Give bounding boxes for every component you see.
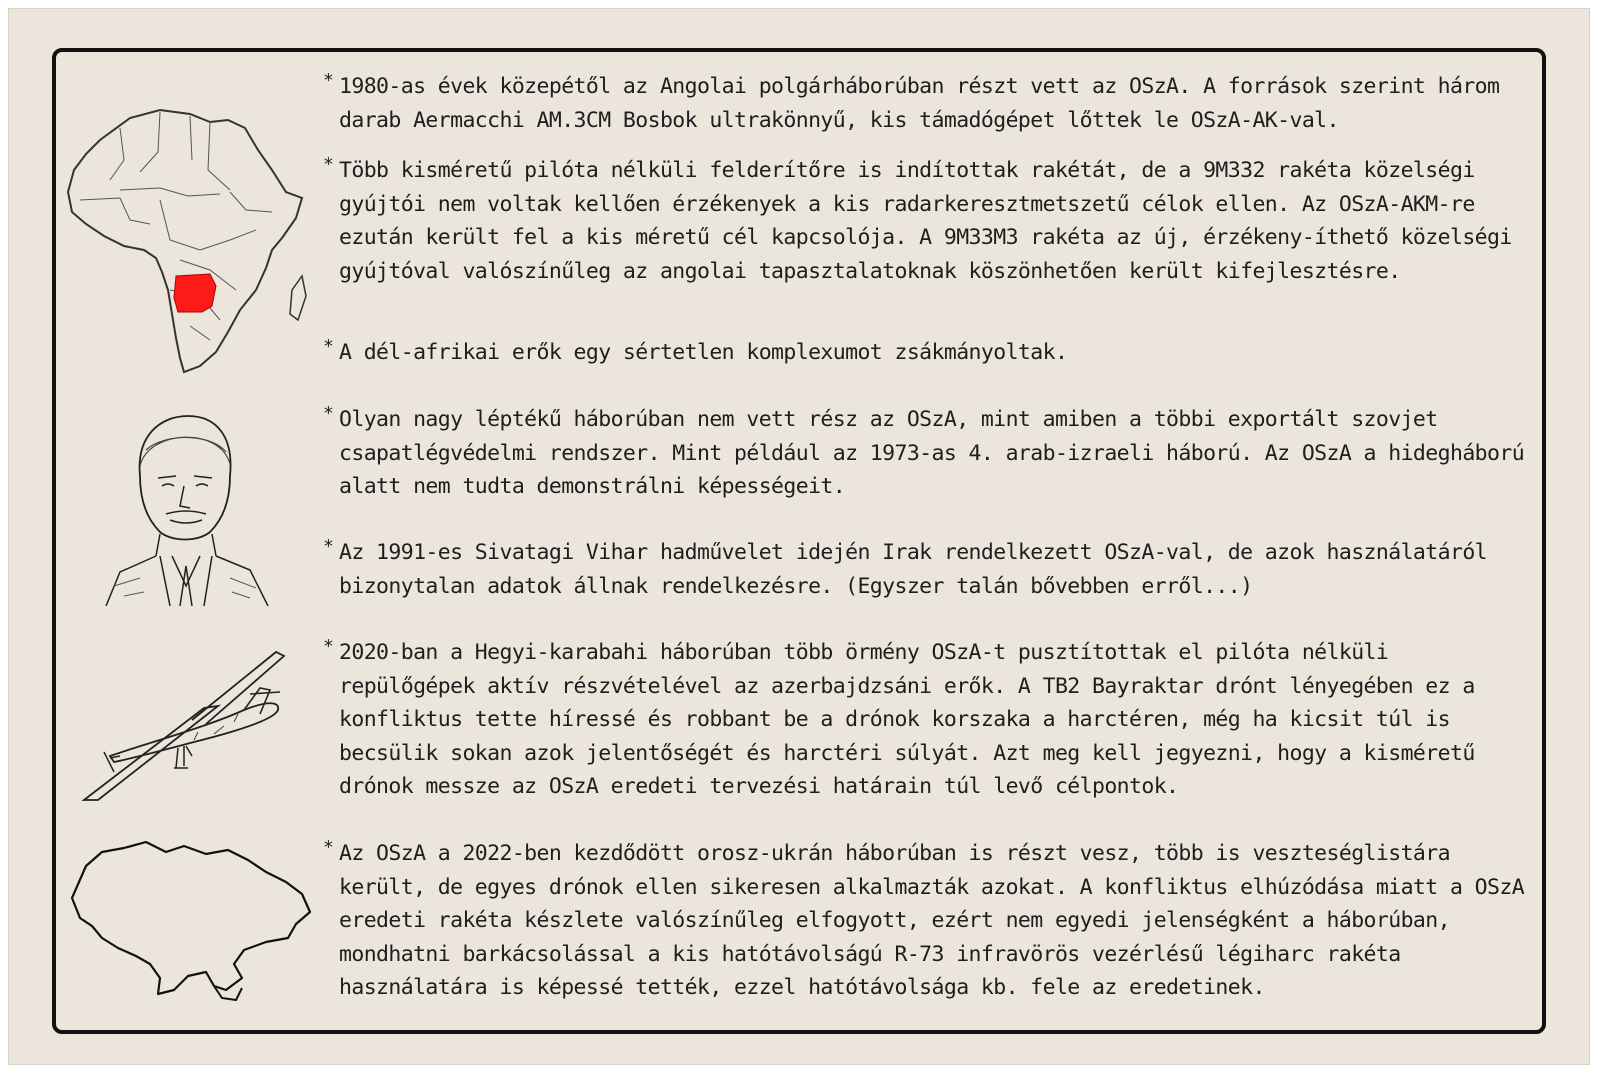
- bullet-asterisk: *: [323, 403, 334, 424]
- list-item: [323, 636, 1533, 804]
- bullet-asterisk: *: [323, 636, 334, 657]
- entry-text: 1980-as évek közepétől az Angolai polgárháborúban részt vett az OSzA. A források szerint három darab Aermacchi AM.3CM Bosbok ultrakönnyű, kis támadógépet lőttek le OSzA-AK-val.: [339, 74, 1500, 133]
- entry-text: A dél-afrikai erők egy sértetlen komplexumot zsákmányoltak.: [339, 340, 1068, 365]
- bullet-asterisk: *: [323, 536, 334, 557]
- entry-text: 2020-ban a Hegyi-karabahi háborúban több örmény OSzA-t pusztítottak el pilóta nélküli repülőgépek aktív részvételével az azerbajdzsáni erők. A TB2 Bayraktar drónt lényegében ez a konfliktus tette híressé és robbant be a drónok korszaka a harctéren, még ha kicsit túl is becsülik sokan azok jelentőségét és harctéri súlyát. Azt meg kell jegyezni, hogy a kisméretű drónok messze az OSzA eredeti tervezési határain túl levő célpontok.: [339, 640, 1475, 799]
- ukraine-map-icon: [66, 838, 316, 1008]
- entry-text: Olyan nagy léptékű háborúban nem vett rész az OSzA, mint amiben a többi exportált szovjet csapatlégvédelmi rendszer. Mint például az 1973-as 4. arab-izraeli háború. Az OSzA a hidegháború alatt nem tudta demonstrálni képességeit.: [339, 407, 1525, 499]
- list-item: [323, 536, 1533, 603]
- list-item: [323, 154, 1533, 288]
- paper-background: [8, 8, 1590, 1065]
- entry-text: Az 1991-es Sivatagi Vihar hadművelet idején Irak rendelkezett OSzA-val, de azok használatáról bizonytalan adatok állnak rendelkezésre. (Egyszer talán bővebben erről...): [339, 540, 1488, 599]
- bullet-asterisk: *: [323, 336, 334, 357]
- bullet-asterisk: *: [323, 837, 334, 858]
- entry-text: Több kisméretű pilóta nélküli felderítőre is indítottak rakétát, de a 9M332 rakéta közelségi gyújtói nem voltak kellően érzékenyek a kis radarkeresztmetszetű célok ellen. Az OSzA-AKM-re ezután került fel a kis méretű cél kapcsolója. A 9M33M3 rakéta az új, érzékeny-íthető közelségi gyújtóval valószínűleg az angolai tapasztalatoknak köszönhetően került kifejlesztésre.: [339, 158, 1512, 284]
- list-item: [323, 837, 1533, 1005]
- list-item: [323, 336, 1533, 370]
- list-item: [323, 403, 1533, 504]
- portrait-sketch-icon: [100, 406, 270, 606]
- list-item: [323, 70, 1533, 137]
- bullet-asterisk: *: [323, 70, 334, 91]
- entry-text: Az OSzA a 2022-ben kezdődött orosz-ukrán háborúban is részt vesz, több is veszteséglistára került, de egyes drónok ellen sikeresen alkalmazták azokat. A konfliktus elhúzódása miatt a OSzA eredeti rakéta készlete valószínűleg elfogyott, ezért nem egyedi jelenségként a háborúban, mondhatni barkácsolással a kis hatótávolságú R-73 infravörös vezérlésű légiharc rakéta használatára is képessé tették, ezzel hatótávolsága kb. fele az eredetinek.: [339, 841, 1525, 1000]
- drone-aircraft-icon: [74, 648, 289, 803]
- africa-map-icon: [60, 100, 310, 385]
- bullet-asterisk: *: [323, 154, 334, 175]
